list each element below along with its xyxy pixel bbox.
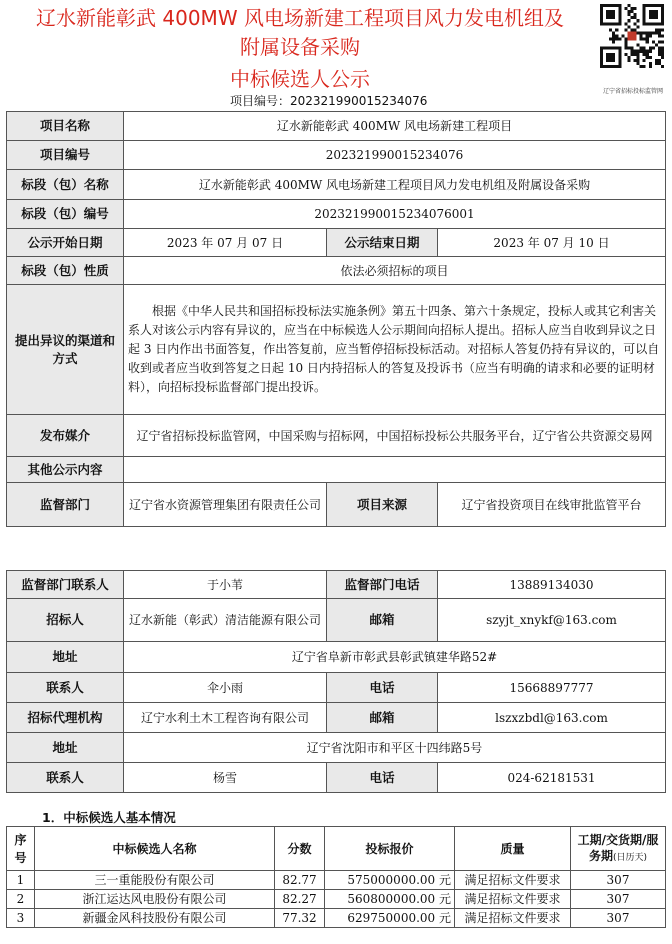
table-row [7,909,666,928]
supervisor-value: 辽宁省水资源管理集团有限责任公司 [124,483,327,527]
tenderer-contact-label: 联系人 [7,673,124,703]
cell-price: 575000000.00 元 [325,871,455,890]
agent-value: 辽宁水利土木工程咨询有限公司 [124,703,327,733]
tenderer-contact-value: 伞小雨 [124,673,327,703]
agent-email-label: 邮箱 [327,703,438,733]
cell-name: 三一重能股份有限公司 [35,871,275,890]
cell-quality: 满足招标文件要求 [455,890,571,909]
title-line-3: 中标候选人公示 [230,67,370,91]
source-label: 项目来源 [327,483,438,527]
tenderer-phone-value: 15668897777 [438,673,666,703]
candidates-heading: 1．中标候选人基本情况 [42,810,176,825]
title-line-2: 附属设备采购 [240,35,360,59]
project-name-label: 项目名称 [7,112,124,141]
tenderer-phone-label: 电话 [327,673,438,703]
objection-label: 提出异议的渠道和方式 [7,285,124,415]
header-name: 中标候选人名称 [35,827,275,871]
media-label: 发布媒介 [7,415,124,457]
supervisor-label: 监督部门 [7,483,124,527]
tenderer-email-label: 邮箱 [327,599,438,642]
sup-contact-value: 于小苇 [124,571,327,599]
cell-no: 1 [7,871,35,890]
agent-email-value: lszxzbdl@163.com [438,703,666,733]
sup-contact-label: 监督部门联系人 [7,571,124,599]
objection-text: 根据《中华人民共和国招标投标法实施条例》第五十四条、第六十条规定，投标人或其它利害关系人对该公示内容有异议的，应当在中标候选人公示期间向招标人提出。招标人应当自收到异议之日起 3 日内作出书面答复，作出答复前，应当暂停招标投标活动。对招标人答复仍持有异议的，可以自收到或者应当收到答复之日起 10 日内持招标人的答复及投诉书（应当有明确的请求和必要的证明材料），向招标投标监督部门提出投诉。 [124,285,666,415]
start-date-label: 公示开始日期 [7,229,124,257]
table-row [7,890,666,909]
end-date-value: 2023 年 07 月 10 日 [438,229,666,257]
sup-phone-label: 监督部门电话 [327,571,438,599]
agent-phone-value: 024-62181531 [438,763,666,793]
cell-score: 82.27 [275,890,325,909]
page-title [0,4,600,94]
header-period-label: 工期/交货期/服务期 [577,832,659,863]
sup-phone-value: 13889134030 [438,571,666,599]
agent-address-value: 辽宁省沈阳市和平区十四纬路5号 [124,733,666,763]
header-period [571,827,666,871]
cell-price: 560800000.00 元 [325,890,455,909]
header-no: 序号 [7,827,35,871]
other-label: 其他公示内容 [7,457,124,483]
qr-code-icon [600,4,664,68]
project-info-table [6,111,666,527]
qr-caption: 辽宁省招标投标监管网 [602,88,663,95]
section-no-label: 标段（包）编号 [7,200,124,229]
tenderer-address-value: 辽宁省阜新市彰武县彰武镇建华路52# [124,642,666,673]
project-name-value: 辽水新能彰武 400MW 风电场新建工程项目 [124,112,666,141]
start-date-value: 2023 年 07 月 07 日 [124,229,327,257]
project-number-heading: 项目编号：202321990015234076 [230,94,428,108]
agent-contact-label: 联系人 [7,763,124,793]
cell-name: 浙江运达风电股份有限公司 [35,890,275,909]
cell-period: 307 [571,871,666,890]
tenderer-value: 辽水新能（彰武）清洁能源有限公司 [124,599,327,642]
nature-value: 依法必须招标的项目 [124,257,666,285]
header-quality: 质量 [455,827,571,871]
candidates-table [6,826,666,928]
title-line-1: 辽水新能彰武 400MW 风电场新建工程项目风力发电机组及 [36,6,564,30]
cell-price: 629750000.00 元 [325,909,455,928]
cell-score: 77.32 [275,909,325,928]
agent-contact-value: 杨雪 [124,763,327,793]
cell-no: 3 [7,909,35,928]
agent-address-label: 地址 [7,733,124,763]
table-row [7,871,666,890]
cell-name: 新疆金风科技股份有限公司 [35,909,275,928]
project-no-value: 202321990015234076 [124,141,666,170]
section-no-value: 202321990015234076001 [124,200,666,229]
source-value: 辽宁省投资项目在线审批监管平台 [438,483,666,527]
cell-period: 307 [571,890,666,909]
tenderer-email-value: szyjt_xnykf@163.com [438,599,666,642]
media-value: 辽宁省招标投标监管网，中国采购与招标网，中国招标投标公共服务平台，辽宁省公共资源交易网 [124,415,666,457]
cell-period: 307 [571,909,666,928]
tenderer-address-label: 地址 [7,642,124,673]
other-value [124,457,666,483]
tenderer-label: 招标人 [7,599,124,642]
project-no-label: 项目编号 [7,141,124,170]
end-date-label: 公示结束日期 [327,229,438,257]
cell-no: 2 [7,890,35,909]
section-name-value: 辽水新能彰武 400MW 风电场新建工程项目风力发电机组及附属设备采购 [124,170,666,200]
cell-quality: 满足招标文件要求 [455,909,571,928]
agent-phone-label: 电话 [327,763,438,793]
header-score: 分数 [275,827,325,871]
nature-label: 标段（包）性质 [7,257,124,285]
header-period-unit: (日历天) [612,852,648,863]
cell-score: 82.77 [275,871,325,890]
agent-label: 招标代理机构 [7,703,124,733]
contact-info-table [6,570,666,793]
section-name-label: 标段（包）名称 [7,170,124,200]
header-price: 投标报价 [325,827,455,871]
cell-quality: 满足招标文件要求 [455,871,571,890]
